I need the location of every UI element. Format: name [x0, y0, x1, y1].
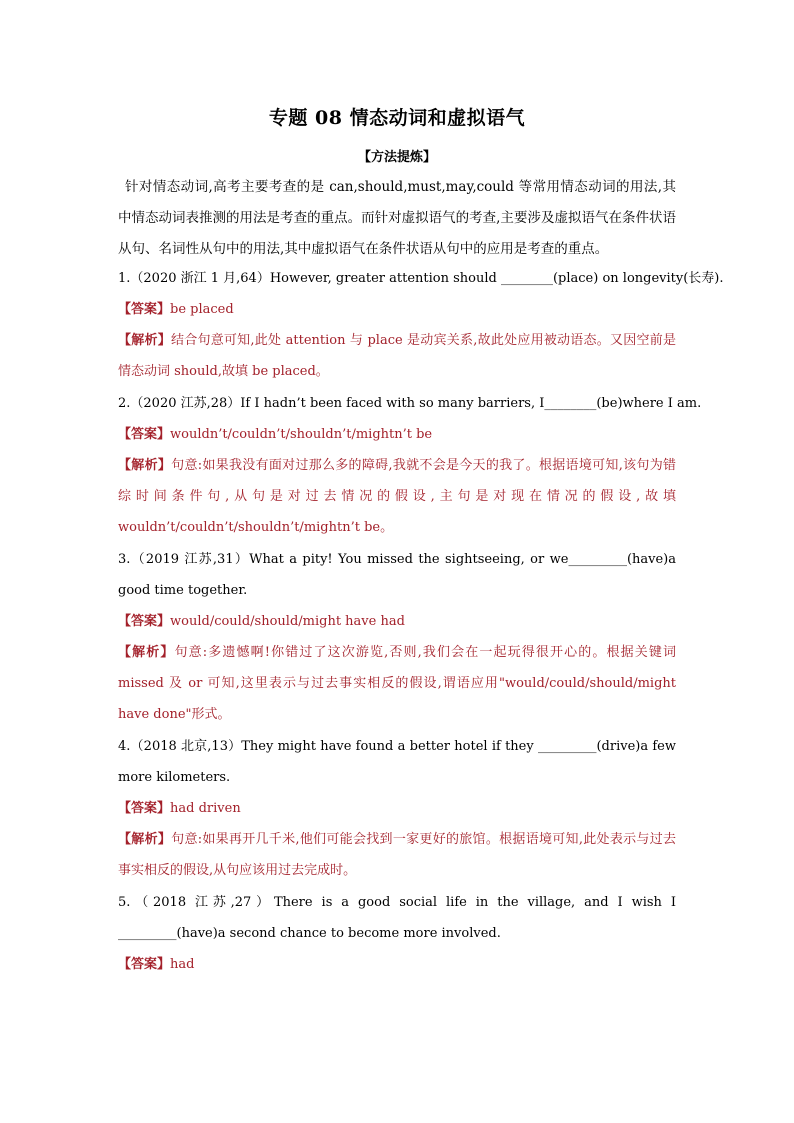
analysis-text: 结合句意可知,此处 attention 与 place 是动宾关系,故此处应用被动语态。又因空前是情态动词 should,故填 be placed。: [118, 333, 676, 379]
answer-label: 【答案】: [118, 427, 171, 442]
analysis-label: 【解析】: [118, 645, 175, 660]
analysis-1: [118, 325, 676, 387]
question-4: 4.（2018 北京,13）They might have found a better hotel if they _________(drive)a few more kilometers.: [118, 739, 676, 785]
intro-paragraph: 针对情态动词,高考主要考查的是 can,should,must,may,could 等常用情态动词的用法,其中情态动词表推测的用法是考查的重点。而针对虚拟语气的考查,主要涉及虚拟语气在条件状语从句、名词性从句中的用法,其中虚拟语气在条件状语从句中的应用是考查的重点。: [118, 179, 676, 257]
answer-1: [118, 294, 676, 325]
answer-3: [118, 606, 676, 637]
analysis-label: 【解析】: [118, 458, 172, 473]
answer-label: 【答案】: [118, 957, 171, 972]
answer-4: [118, 793, 676, 824]
analysis-3: [118, 637, 676, 730]
answer-text: would/could/should/might have had: [170, 614, 405, 629]
analysis-text: 句意:多遗憾啊!你错过了这次游览,否则,我们会在一起玩得很开心的。根据关键词 missed 及 or 可知,这里表示与过去事实相反的假设,谓语应用"would/could/should/might have done"形式。: [118, 645, 676, 722]
answer-text: had: [170, 957, 195, 972]
question-3: 3.（2019 江苏,31）What a pity! You missed the sightseeing, or we_________(have)a good time together.: [118, 552, 676, 598]
answer-text: had driven: [170, 801, 241, 816]
analysis-text: 句意:如果再开几千米,他们可能会找到一家更好的旅馆。根据语境可知,此处表示与过去事实相反的假设,从句应该用过去完成时。: [118, 832, 676, 878]
analysis-text: 句意:如果我没有面对过那么多的障碍,我就不会是今天的我了。根据语境可知,该句为错综时间条件句,从句是对过去情况的假设,主句是对现在情况的假设,故填 wouldn’t/couldn’t/shouldn’t/mightn’t be。: [118, 458, 676, 535]
question-2: 2.（2020 江苏,28）If I hadn’t been faced with so many barriers, I________(be)where I am.: [118, 396, 702, 411]
question-5: 5.（2018 江苏,27）There is a good social life in the village, and I wish I _________(have)a second chance to become more involved.: [118, 895, 676, 941]
analysis-label: 【解析】: [118, 832, 172, 847]
question-1: 1.（2020 浙江 1 月,64）However, greater attention should ________(place) on longevity(长寿).: [118, 271, 724, 286]
analysis-2: [118, 450, 676, 543]
section-heading: 【方法提炼】: [357, 150, 436, 165]
answer-5: [118, 949, 676, 980]
answer-2: [118, 419, 676, 450]
answer-text: be placed: [170, 302, 234, 317]
answer-text: wouldn’t/couldn’t/shouldn’t/mightn’t be: [170, 427, 433, 442]
page-title: 专题 08 情态动词和虚拟语气: [268, 107, 526, 129]
answer-label: 【答案】: [118, 302, 171, 317]
answer-label: 【答案】: [118, 801, 171, 816]
answer-label: 【答案】: [118, 614, 171, 629]
analysis-label: 【解析】: [118, 333, 171, 348]
analysis-4: [118, 824, 676, 886]
